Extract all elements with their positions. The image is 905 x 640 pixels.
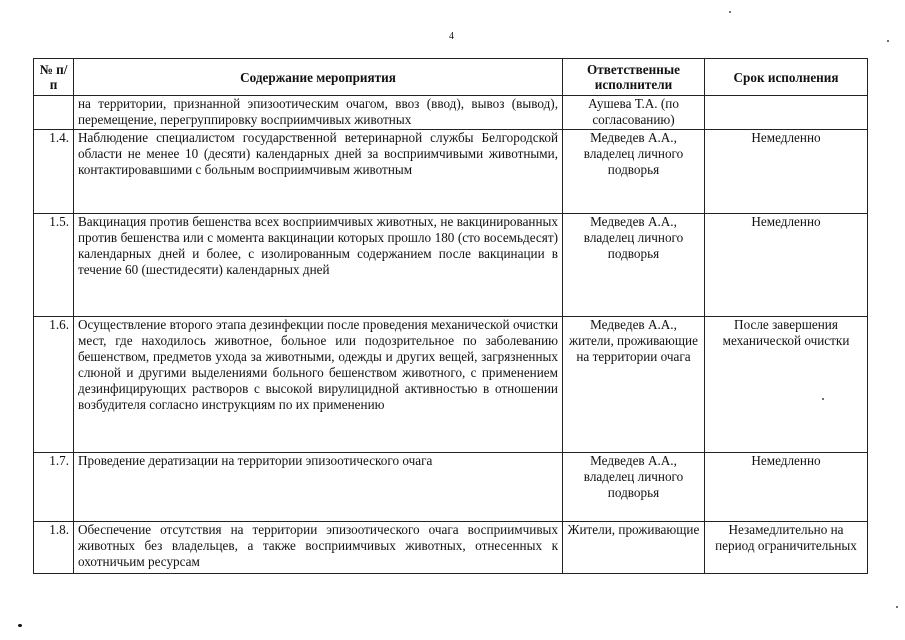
row-deadline: Незамедлительно на период ограничительных (705, 522, 868, 574)
scan-speck (729, 11, 731, 13)
table-row (34, 96, 868, 130)
header-content: Содержание мероприятия (74, 59, 563, 96)
row-content: Вакцинация против бешенства всех восприимчивых животных, не вакцинированных против бешенства или с момента вакцинации которых прошло 180 (сто восемьдесят) календарных дней и более, с изолированным содержанием после вакцинации в течение 60 (шестидесяти) календарных дней (74, 214, 563, 317)
row-num: 1.5. (34, 214, 74, 317)
row-deadline (705, 96, 868, 130)
scan-speck (18, 624, 22, 627)
row-deadline: Немедленно (705, 453, 868, 522)
table-row (34, 214, 868, 317)
row-content: Обеспечение отсутствия на территории эпизоотического очага восприимчивых животных без владельцев, а также восприимчивых животных, отнесенных к охотничьим ресурсам (74, 522, 563, 574)
row-num: 1.8. (34, 522, 74, 574)
row-responsible: Аушева Т.А. (по согласованию) (563, 96, 705, 130)
row-deadline: Немедленно (705, 130, 868, 214)
table-row (34, 130, 868, 214)
row-content: Проведение дератизации на территории эпизоотического очага (74, 453, 563, 522)
table-row (34, 522, 868, 574)
header-responsible: Ответственные исполнители (563, 59, 705, 96)
header-deadline: Срок исполнения (705, 59, 868, 96)
row-num: 1.4. (34, 130, 74, 214)
row-responsible: Жители, проживающие (563, 522, 705, 574)
table-row (34, 453, 868, 522)
row-responsible: Медведев А.А., владелец личного подворья (563, 130, 705, 214)
row-content: Осуществление второго этапа дезинфекции после проведения механической очистки мест, где находилось животное, больное или подозрительное по заболеванию бешенством, предметов ухода за животными, одежды и других вещей, загрязненных слюной и другими выделениями больного бешенством животного, с применением дезинфицирующих растворов с высокой вирулицидной активностью в отношении возбудителя согласно инструкциям по их применению (74, 317, 563, 453)
row-responsible: Медведев А.А., владелец личного подворья (563, 214, 705, 317)
row-num: 1.7. (34, 453, 74, 522)
row-content: Наблюдение специалистом государственной ветеринарной службы Белгородской области не менее 10 (десяти) календарных дней за восприимчивыми животными, контактировавшими с больным восприимчивым животным (74, 130, 563, 214)
scan-speck (896, 606, 898, 608)
table-header-row (34, 59, 868, 96)
row-content: на территории, признанной эпизоотическим очагом, ввоз (ввод), вывоз (вывод), перемещение, перегруппировку восприимчивых животных (74, 96, 563, 130)
row-responsible: Медведев А.А., жители, проживающие на территории очага (563, 317, 705, 453)
header-num: № п/п (34, 59, 74, 96)
scan-speck (887, 40, 889, 42)
row-deadline: После завершения механической очистки (705, 317, 868, 453)
row-num (34, 96, 74, 130)
row-num: 1.6. (34, 317, 74, 453)
page-number: 4 (449, 31, 454, 42)
measures-table (33, 58, 868, 574)
row-responsible: Медведев А.А., владелец личного подворья (563, 453, 705, 522)
table-row (34, 317, 868, 453)
row-deadline: Немедленно (705, 214, 868, 317)
scan-speck (822, 398, 824, 400)
